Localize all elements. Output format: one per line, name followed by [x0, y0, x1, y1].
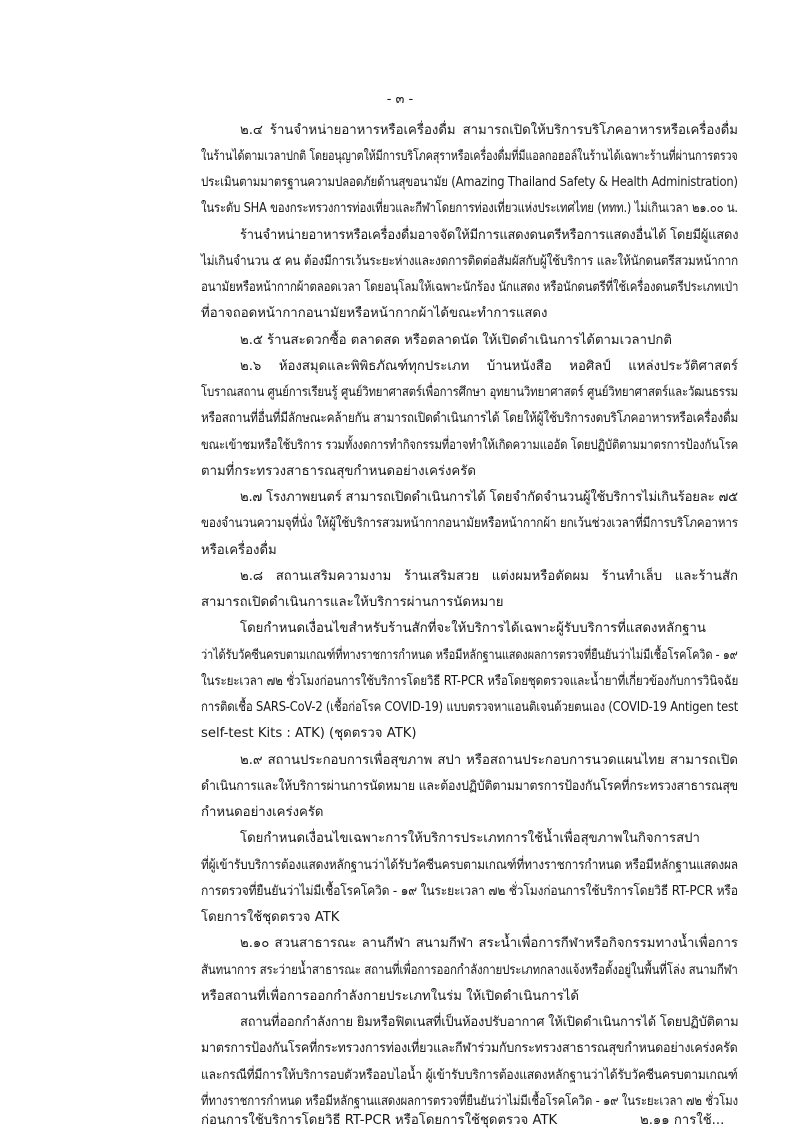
para-2-9-b-line: โดยการใช้ชุดตรวจ ATK: [201, 910, 340, 925]
para-2-9-line: กำหนดอย่างเคร่งครัด: [201, 805, 324, 820]
para-2-5-line: ๒.๕ ร้านสะดวกซื้อ ตลาดสด หรือตลาดนัด ให้เปิดดำเนินการได้ตามเวลาปกติ: [240, 333, 672, 348]
para-2-4-line: ประเมินตามมาตรฐานความปลอดภัยด้านสุขอนามัย (Amazing Thailand Safety & Health Administration): [201, 175, 738, 190]
para-2-8-b-line: ในระยะเวลา ๗๒ ชั่วโมงก่อนการใช้บริการโดยวิธี RT-PCR หรือโดยชุดตรวจและน้ำยาที่เกี่ยวข้องกับการวินิจฉัย: [201, 674, 739, 689]
para-2-6-line: ๒.๖ ห้องสมุดและพิพิธภัณฑ์ทุกประเภท บ้านหนังสือ หอศิลป์ แหล่งประวัติศาสตร์: [240, 359, 738, 374]
para-2-9-b-line: โดยกำหนดเงื่อนไขเฉพาะการให้บริการประเภทการใช้น้ำเพื่อสุขภาพในกิจการสปา: [240, 831, 700, 846]
para-2-4-b-line: อนามัยหรือหน้ากากผ้าตลอดเวลา โดยอนุโลมให้เฉพาะนักร้อง นักแสดง หรือนักดนตรีที่ใช้เครื่องดนตรีประเภทเป่า: [201, 280, 739, 295]
para-2-10-b-line: และกรณีที่มีการให้บริการอบตัวหรืออบไอน้ำ ผู้เข้ารับบริการต้องแสดงหลักฐานว่าได้รับวัคซีนครบตามเกณฑ์: [201, 1068, 738, 1083]
para-2-10-line: สันทนาการ สระว่ายน้ำสาธารณะ สถานที่เพื่อการออกกำลังกายประเภทกลางแจ้งหรือตั้งอยู่ในพื้นที่โล่ง สนามกีฬา: [201, 963, 738, 978]
para-2-4-line: ในระดับ SHA ของกระทรวงการท่องเที่ยวและกีฬาโดยการท่องเที่ยวแห่งประเทศไทย (ททท.) ไม่เกินเวลา ๒๑.๐๐ น.: [201, 201, 738, 216]
para-2-6-line: ขณะเข้าชมหรือใช้บริการ รวมทั้งงดการทำกิจกรรมที่อาจทำให้เกิดความแออัด โดยปฏิบัติตามมาตรการป้องกันโรค: [201, 438, 739, 453]
para-2-8-b-line: การติดเชื้อ SARS-CoV-2 (เชื้อก่อโรค COVID-19) แบบตรวจหาแอนติเจนด้วยตนเอง (COVID-19 Antigen test: [201, 700, 739, 715]
para-2-8-b-line: โดยกำหนดเงื่อนไขสำหรับร้านสักที่จะให้บริการได้เฉพาะผู้รับบริการที่แสดงหลักฐาน: [240, 621, 706, 636]
para-2-10-b-line: ก่อนการใช้บริการโดยวิธี RT-PCR หรือโดยการใช้ชุดตรวจ ATK: [201, 1113, 558, 1128]
para-2-4-line: ในร้านได้ตามเวลาปกติ โดยอนุญาตให้มีการบริโภคสุราหรือเครื่องดื่มที่มีแอลกอฮอล์ในร้านได้เฉพาะร้านที่ผ่านการตรวจ: [201, 149, 738, 164]
page-number: - ๓ -: [386, 92, 414, 107]
para-2-4-line: ๒.๔ ร้านจำหน่ายอาหารหรือเครื่องดื่ม สามารถเปิดให้บริการบริโภคอาหารหรือเครื่องดื่ม: [240, 123, 738, 138]
para-2-4-b-line: ร้านจำหน่ายอาหารหรือเครื่องดื่มอาจจัดให้มีการแสดงดนตรีหรือการแสดงอื่นได้ โดยมีผู้แสดง: [240, 228, 739, 243]
continuation-marker: ๒.๑๑ การใช้...: [640, 1113, 725, 1128]
para-2-8-line: สามารถเปิดดำเนินการและให้บริการผ่านการนัดหมาย: [201, 595, 504, 610]
para-2-10-b-line: ที่ทางราชการกำหนด หรือมีหลักฐานแสดงผลการตรวจที่ยืนยันว่าไม่มีเชื้อโรคโควิด - ๑๙ ในระยะเวลา ๗๒ ชั่วโมง: [201, 1094, 738, 1109]
para-2-9-line: ๒.๙ สถานประกอบการเพื่อสุขภาพ สปา หรือสถานประกอบการนวดแผนไทย สามารถเปิด: [240, 753, 738, 768]
para-2-9-b-line: ที่ผู้เข้ารับบริการต้องแสดงหลักฐานว่าได้รับวัคซีนครบตามเกณฑ์ที่ทางราชการกำหนด หรือมีหลักฐานแสดงผล: [201, 858, 738, 873]
para-2-6-line: หรือสถานที่อื่นที่มีลักษณะคล้ายกัน สามารถเปิดดำเนินการได้ โดยให้ผู้ใช้บริการงดบริโภคอาหารหรือเครื่องดื่ม: [201, 411, 739, 426]
para-2-4-b-line: ไม่เกินจำนวน ๕ คน ต้องมีการเว้นระยะห่างและงดการติดต่อสัมผัสกับผู้ใช้บริการ และให้นักดนตรีสวมหน้ากาก: [201, 254, 739, 269]
para-2-7-line: ๒.๗ โรงภาพยนตร์ สามารถเปิดดำเนินการได้ โดยจำกัดจำนวนผู้ใช้บริการไม่เกินร้อยละ ๗๕: [240, 490, 738, 505]
para-2-10-line: หรือสถานที่เพื่อการออกกำลังกายประเภทในร่ม ให้เปิดดำเนินการได้: [201, 989, 579, 1004]
para-2-4-b-line: ที่อาจถอดหน้ากากอนามัยหรือหน้ากากผ้าได้ขณะทำการแสดง: [201, 306, 548, 321]
para-2-8-line: ๒.๘ สถานเสริมความงาม ร้านเสริมสวย แต่งผมหรือตัดผม ร้านทำเล็บ และร้านสัก: [240, 569, 738, 584]
para-2-9-line: ดำเนินการและให้บริการผ่านการนัดหมาย และต้องปฏิบัติตามมาตรการป้องกันโรคที่กระทรวงสาธารณสุข: [201, 779, 738, 794]
para-2-8-b-line: ว่าได้รับวัคซีนครบตามเกณฑ์ที่ทางราชการกำหนด หรือมีหลักฐานแสดงผลการตรวจที่ยืนยันว่าไม่มีเชื้อโรคโควิด - ๑๙: [201, 648, 738, 663]
para-2-6-line: ตามที่กระทรวงสาธารณสุขกำหนดอย่างเคร่งครัด: [201, 464, 476, 479]
para-2-9-b-line: การตรวจที่ยืนยันว่าไม่มีเชื้อโรคโควิด - ๑๙ ในระยะเวลา ๗๒ ชั่วโมงก่อนการใช้บริการโดยวิธี RT-PCR หรือ: [201, 884, 738, 899]
para-2-10-line: ๒.๑๐ สวนสาธารณะ ลานกีฬา สนามกีฬา สระน้ำเพื่อการกีฬาหรือกิจกรรมทางน้ำเพื่อการ: [240, 936, 738, 951]
para-2-10-b-line: สถานที่ออกกำลังกาย ยิมหรือฟิตเนสที่เป็นห้องปรับอากาศ ให้เปิดดำเนินการได้ โดยปฏิบัติตาม: [240, 1015, 739, 1030]
para-2-6-line: โบราณสถาน ศูนย์การเรียนรู้ ศูนย์วิทยาศาสตร์เพื่อการศึกษา อุทยานวิทยาศาสตร์ ศูนย์วิทยาศาสตร์และวัฒนธรรม: [201, 385, 739, 400]
para-2-7-line: หรือเครื่องดื่ม: [201, 543, 277, 558]
para-2-8-b-line: self-test Kits : ATK) (ชุดตรวจ ATK): [201, 726, 417, 741]
para-2-10-b-line: มาตรการป้องกันโรคที่กระทรวงการท่องเที่ยวและกีฬาร่วมกับกระทรวงสาธารณสุขกำหนดอย่างเคร่งครัด: [201, 1041, 738, 1056]
para-2-7-line: ของจำนวนความจุที่นั่ง ให้ผู้ใช้บริการสวมหน้ากากอนามัยหรือหน้ากากผ้า ยกเว้นช่วงเวลาที่มีการบริโภคอาหาร: [201, 516, 738, 531]
